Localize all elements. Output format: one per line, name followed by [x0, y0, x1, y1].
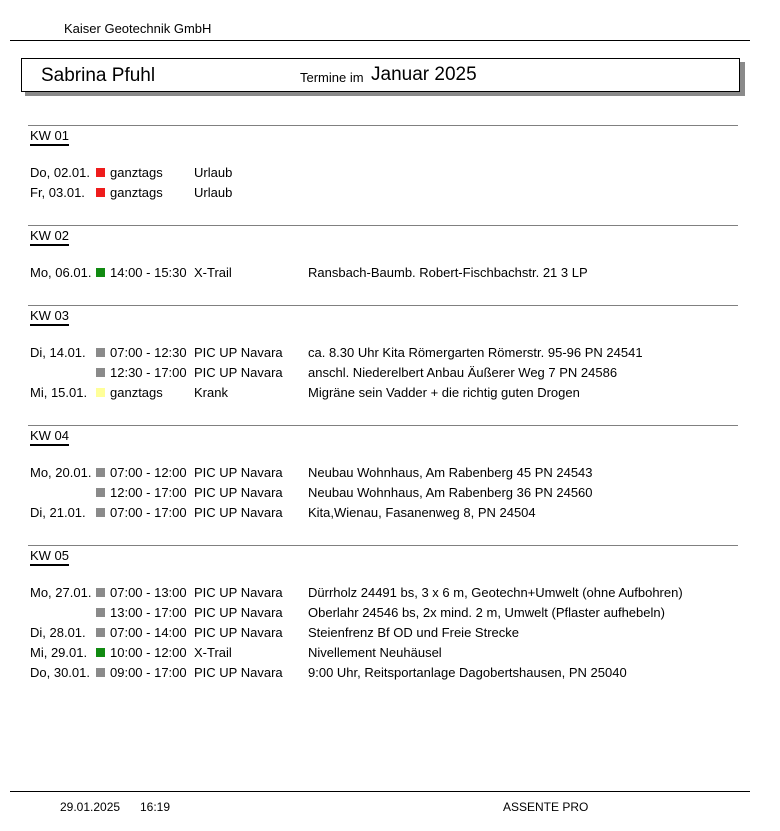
time-range: 13:00 - 17:00: [110, 605, 187, 620]
vehicle-label: PIC UP Navara: [194, 465, 283, 480]
week-divider: [28, 225, 738, 226]
day-label: Mo, 06.01.: [30, 265, 92, 280]
vehicle-label: X-Trail: [194, 645, 232, 660]
vehicle-label: Urlaub: [194, 185, 233, 200]
appointment-description: ca. 8.30 Uhr Kita Römergarten Römerstr. 95-96 PN 24541: [308, 345, 643, 360]
category-marker-icon: [96, 588, 105, 597]
appointment-description: 9:00 Uhr, Reitsportanlage Dagobertshausen, PN 25040: [308, 665, 627, 680]
week-divider: [28, 125, 738, 126]
week-divider: [28, 305, 738, 306]
week-title: KW 01: [30, 128, 69, 146]
day-label: Di, 28.01.: [30, 625, 86, 640]
appointment-description: anschl. Niederelbert Anbau Äußerer Weg 7 PN 24586: [308, 365, 618, 380]
appointment-description: Kita,Wienau, Fasanenweg 8, PN 24504: [308, 505, 536, 520]
week-title: KW 04: [30, 428, 69, 446]
time-range: 12:30 - 17:00: [110, 365, 187, 380]
vehicle-label: PIC UP Navara: [194, 585, 283, 600]
vehicle-label: PIC UP Navara: [194, 605, 283, 620]
termine-label: Termine im: [300, 70, 364, 85]
category-marker-icon: [96, 388, 105, 397]
day-label: Mi, 29.01.: [30, 645, 88, 660]
appointment-description: Neubau Wohnhaus, Am Rabenberg 36 PN 24560: [308, 485, 593, 500]
vehicle-label: PIC UP Navara: [194, 665, 283, 680]
appointment-description: Ransbach-Baumb. Robert-Fischbachstr. 21 3 LP: [308, 265, 588, 280]
footer-divider: [10, 791, 750, 792]
category-marker-icon: [96, 608, 105, 617]
day-label: Di, 21.01.: [30, 505, 86, 520]
appointment-description: Nivellement Neuhäusel: [308, 645, 442, 660]
vehicle-label: PIC UP Navara: [194, 345, 283, 360]
time-range: 10:00 - 12:00: [110, 645, 187, 660]
category-marker-icon: [96, 628, 105, 637]
appointment-description: Neubau Wohnhaus, Am Rabenberg 45 PN 24543: [308, 465, 593, 480]
time-range: ganztags: [110, 385, 163, 400]
appointment-description: Oberlahr 24546 bs, 2x mind. 2 m, Umwelt (Pflaster aufhebeln): [308, 605, 665, 620]
category-marker-icon: [96, 488, 105, 497]
category-marker-icon: [96, 368, 105, 377]
print-date: 29.01.2025: [60, 800, 121, 814]
week-divider: [28, 545, 738, 546]
time-range: 12:00 - 17:00: [110, 485, 187, 500]
category-marker-icon: [96, 348, 105, 357]
day-label: Mo, 20.01.: [30, 465, 92, 480]
appointment-description: Dürrholz 24491 bs, 3 x 6 m, Geotechn+Umwelt (ohne Aufbohren): [308, 585, 683, 600]
day-label: Do, 30.01.: [30, 665, 90, 680]
day-label: Mo, 27.01.: [30, 585, 92, 600]
category-marker-icon: [96, 168, 105, 177]
week-title: KW 02: [30, 228, 69, 246]
vehicle-label: X-Trail: [194, 265, 232, 280]
vehicle-label: Urlaub: [194, 165, 233, 180]
print-time: 16:19: [140, 800, 171, 814]
time-range: 07:00 - 12:00: [110, 465, 187, 480]
company-name: Kaiser Geotechnik GmbH: [64, 21, 212, 36]
app-name: ASSENTE PRO: [503, 800, 589, 814]
time-range: 14:00 - 15:30: [110, 265, 187, 280]
vehicle-label: PIC UP Navara: [194, 505, 283, 520]
time-range: 07:00 - 14:00: [110, 625, 187, 640]
report-header-box: [21, 58, 740, 92]
header-divider: [10, 40, 750, 41]
time-range: ganztags: [110, 185, 163, 200]
day-label: Do, 02.01.: [30, 165, 90, 180]
time-range: ganztags: [110, 165, 163, 180]
week-title: KW 05: [30, 548, 69, 566]
day-label: Mi, 15.01.: [30, 385, 88, 400]
time-range: 07:00 - 13:00: [110, 585, 187, 600]
week-divider: [28, 425, 738, 426]
category-marker-icon: [96, 188, 105, 197]
vehicle-label: PIC UP Navara: [194, 485, 283, 500]
time-range: 07:00 - 12:30: [110, 345, 187, 360]
appointment-description: Steienfrenz Bf OD und Freie Strecke: [308, 625, 519, 640]
appointment-description: Migräne sein Vadder + die richtig guten Drogen: [308, 385, 580, 400]
vehicle-label: PIC UP Navara: [194, 625, 283, 640]
category-marker-icon: [96, 648, 105, 657]
category-marker-icon: [96, 468, 105, 477]
month-label: Januar 2025: [371, 64, 477, 85]
employee-name: Sabrina Pfuhl: [41, 65, 156, 86]
time-range: 07:00 - 17:00: [110, 505, 187, 520]
day-label: Di, 14.01.: [30, 345, 86, 360]
vehicle-label: Krank: [194, 385, 228, 400]
vehicle-label: PIC UP Navara: [194, 365, 283, 380]
category-marker-icon: [96, 268, 105, 277]
category-marker-icon: [96, 668, 105, 677]
day-label: Fr, 03.01.: [30, 185, 85, 200]
time-range: 09:00 - 17:00: [110, 665, 187, 680]
category-marker-icon: [96, 508, 105, 517]
week-title: KW 03: [30, 308, 69, 326]
